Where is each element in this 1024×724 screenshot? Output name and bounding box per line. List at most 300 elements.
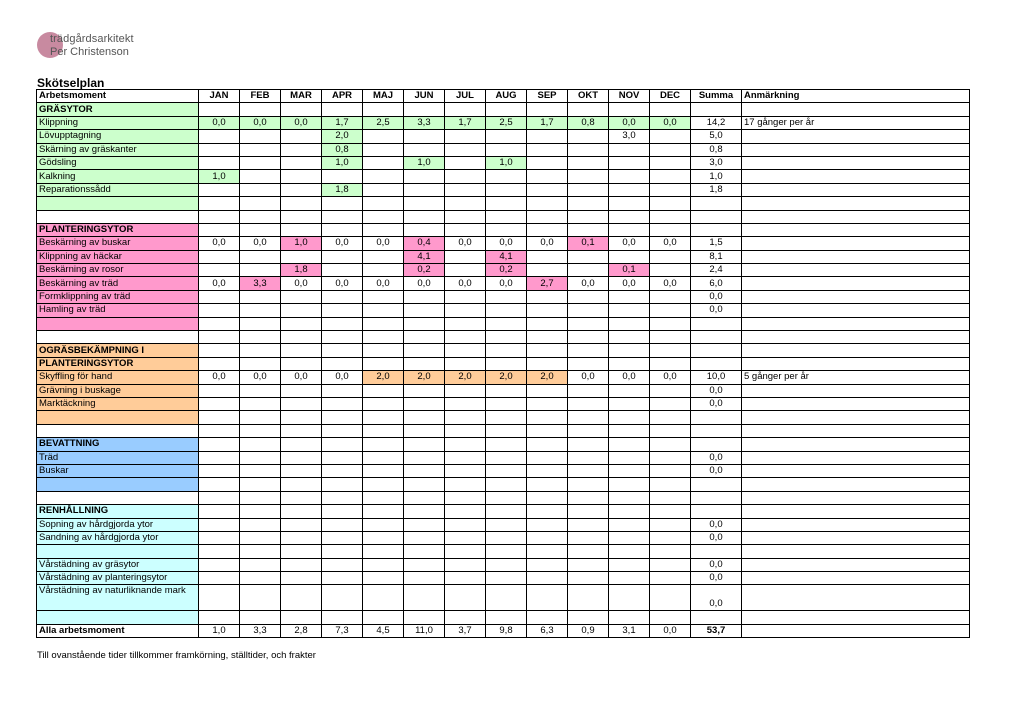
month-cell [445,411,486,424]
sum-cell [691,478,742,491]
month-cell [322,545,363,558]
table-row [37,478,970,491]
remark-cell [742,397,970,410]
task-label: Buskar [37,464,199,477]
month-cell [404,143,445,156]
month-cell [568,331,609,344]
month-cell [568,424,609,437]
section-row [37,438,970,451]
column-header: AUG [486,90,527,103]
table-row [37,237,970,250]
section-label: RENHÅLLNING [37,505,199,518]
table-row [37,397,970,410]
table-row [37,464,970,477]
month-cell [363,331,404,344]
month-cell [199,611,240,624]
month-cell [486,304,527,317]
month-cell [322,223,363,236]
month-cell [240,183,281,196]
month-cell [609,491,650,504]
month-cell [363,438,404,451]
remark-cell [742,505,970,518]
month-cell [445,478,486,491]
sum-cell: 8,1 [691,250,742,263]
remark-cell [742,103,970,116]
month-cell [404,558,445,571]
month-cell [281,505,322,518]
month-cell [609,170,650,183]
remark-cell [742,277,970,290]
month-cell [363,572,404,585]
month-cell [404,317,445,330]
task-label: Beskärning av träd [37,277,199,290]
month-cell [240,558,281,571]
month-cell [527,304,568,317]
month-cell: 0,1 [568,237,609,250]
month-cell [240,317,281,330]
remark-cell [742,170,970,183]
month-cell [650,264,691,277]
month-cell: 1,0 [404,156,445,169]
total-row [37,624,970,637]
month-cell [322,531,363,544]
table-row [37,424,970,437]
month-cell [322,170,363,183]
remark-cell [742,531,970,544]
month-cell [445,264,486,277]
month-cell [486,531,527,544]
month-cell [568,143,609,156]
header-row [37,90,970,103]
column-header: JUL [445,90,486,103]
sum-cell [691,210,742,223]
month-cell [445,424,486,437]
month-cell [281,384,322,397]
month-cell [445,558,486,571]
month-cell [445,331,486,344]
month-cell [240,518,281,531]
month-cell [199,264,240,277]
month-cell [609,558,650,571]
month-cell [527,545,568,558]
month-cell: 1,7 [527,116,568,129]
table-row [37,491,970,504]
month-cell [363,156,404,169]
remark-cell [742,464,970,477]
month-cell [445,250,486,263]
task-label [37,611,199,624]
month-cell [199,357,240,370]
month-cell [568,572,609,585]
month-cell [609,344,650,357]
month-cell: 6,3 [527,624,568,637]
month-cell [609,438,650,451]
month-cell [240,585,281,611]
month-cell [445,545,486,558]
month-cell [199,331,240,344]
month-cell [240,464,281,477]
task-label: Formklippning av träd [37,290,199,303]
month-cell [650,545,691,558]
section-row [37,357,970,370]
month-cell: 11,0 [404,624,445,637]
month-cell [363,357,404,370]
month-cell: 2,5 [363,116,404,129]
month-cell [281,210,322,223]
month-cell [322,491,363,504]
month-cell [199,344,240,357]
month-cell [527,424,568,437]
month-cell [527,611,568,624]
month-cell [322,264,363,277]
month-cell: 3,3 [404,116,445,129]
month-cell [281,317,322,330]
column-header: SEP [527,90,568,103]
month-cell [322,384,363,397]
month-cell [445,572,486,585]
month-cell: 0,0 [609,116,650,129]
month-cell [527,156,568,169]
month-cell [568,264,609,277]
month-cell [363,304,404,317]
month-cell [363,170,404,183]
month-cell [568,250,609,263]
month-cell [609,464,650,477]
month-cell [404,170,445,183]
month-cell [445,611,486,624]
month-cell [281,585,322,611]
month-cell [609,210,650,223]
month-cell [199,478,240,491]
sum-cell [691,491,742,504]
month-cell [281,397,322,410]
month-cell [281,478,322,491]
month-cell [568,384,609,397]
sum-cell: 0,0 [691,384,742,397]
month-cell [199,210,240,223]
month-cell [486,103,527,116]
month-cell [240,505,281,518]
sum-cell: 0,0 [691,531,742,544]
table-row [37,116,970,129]
month-cell [404,572,445,585]
task-label: Sandning av hårdgjorda ytor [37,531,199,544]
month-cell [363,464,404,477]
month-cell [609,290,650,303]
month-cell [486,411,527,424]
sum-cell [691,411,742,424]
month-cell: 0,0 [609,371,650,384]
table-row [37,277,970,290]
month-cell [527,491,568,504]
month-cell [363,384,404,397]
remark-cell [742,384,970,397]
task-label: Alla arbetsmoment [37,624,199,637]
month-cell [527,357,568,370]
sum-cell: 0,0 [691,464,742,477]
month-cell [322,357,363,370]
month-cell [322,210,363,223]
month-cell [527,344,568,357]
month-cell [486,331,527,344]
month-cell [404,183,445,196]
remark-cell [742,411,970,424]
month-cell [486,344,527,357]
remark-cell [742,424,970,437]
month-cell [404,331,445,344]
month-cell: 1,0 [486,156,527,169]
month-cell [486,585,527,611]
month-cell: 0,0 [281,277,322,290]
month-cell: 0,8 [322,143,363,156]
month-cell [609,143,650,156]
month-cell [650,197,691,210]
month-cell [486,424,527,437]
month-cell: 0,0 [199,277,240,290]
month-cell: 0,0 [240,371,281,384]
month-cell [363,250,404,263]
month-cell [363,290,404,303]
sum-cell: 0,8 [691,143,742,156]
month-cell [404,210,445,223]
month-cell [404,478,445,491]
column-header: MAR [281,90,322,103]
month-cell [199,424,240,437]
month-cell: 0,2 [486,264,527,277]
remark-cell [742,143,970,156]
table-row [37,585,970,611]
month-cell [404,424,445,437]
month-cell [609,572,650,585]
month-cell [650,397,691,410]
month-cell [281,491,322,504]
month-cell [322,424,363,437]
sum-cell: 0,0 [691,304,742,317]
month-cell [281,183,322,196]
task-label: Marktäckning [37,397,199,410]
month-cell [363,103,404,116]
month-cell [240,611,281,624]
sum-cell [691,197,742,210]
table-row [37,371,970,384]
month-cell: 3,1 [609,624,650,637]
month-cell: 2,0 [363,371,404,384]
task-label [37,545,199,558]
table-row [37,197,970,210]
month-cell: 3,0 [609,130,650,143]
remark-cell [742,250,970,263]
month-cell [609,451,650,464]
month-cell [404,464,445,477]
month-cell [404,611,445,624]
month-cell [527,438,568,451]
month-cell [363,317,404,330]
sum-cell [691,611,742,624]
month-cell [650,170,691,183]
sum-cell [691,424,742,437]
table-row [37,411,970,424]
month-cell [650,451,691,464]
month-cell [199,143,240,156]
column-header: Summa [691,90,742,103]
month-cell: 0,0 [568,371,609,384]
sum-cell: 10,0 [691,371,742,384]
section-label: BEVATTNING [37,438,199,451]
month-cell [650,103,691,116]
month-cell [486,397,527,410]
month-cell [363,223,404,236]
month-cell [568,304,609,317]
month-cell: 0,0 [445,237,486,250]
month-cell [568,357,609,370]
month-cell [404,505,445,518]
month-cell: 2,7 [527,277,568,290]
month-cell [240,197,281,210]
task-label [37,331,199,344]
month-cell: 0,8 [568,116,609,129]
table-row [37,518,970,531]
remark-cell [742,183,970,196]
month-cell [650,558,691,571]
sum-cell: 0,0 [691,397,742,410]
month-cell [281,411,322,424]
month-cell [199,585,240,611]
month-cell [568,464,609,477]
month-cell [363,197,404,210]
month-cell [281,290,322,303]
month-cell [281,558,322,571]
remark-cell [742,572,970,585]
month-cell [199,156,240,169]
month-cell [527,223,568,236]
month-cell [404,290,445,303]
month-cell [404,411,445,424]
month-cell [281,451,322,464]
task-label [37,197,199,210]
month-cell: 0,2 [404,264,445,277]
month-cell [568,545,609,558]
month-cell: 2,0 [322,130,363,143]
month-cell [650,572,691,585]
month-cell: 0,0 [527,237,568,250]
month-cell [281,103,322,116]
month-cell [609,478,650,491]
month-cell [609,424,650,437]
month-cell [199,451,240,464]
month-cell: 2,8 [281,624,322,637]
month-cell [281,464,322,477]
month-cell: 0,0 [240,116,281,129]
month-cell [404,103,445,116]
table-row [37,130,970,143]
month-cell [527,558,568,571]
month-cell: 0,0 [281,116,322,129]
month-cell [445,505,486,518]
month-cell [650,438,691,451]
month-cell [568,491,609,504]
month-cell [568,585,609,611]
month-cell: 2,0 [527,371,568,384]
month-cell [322,103,363,116]
remark-cell [742,130,970,143]
month-cell [445,357,486,370]
remark-cell [742,156,970,169]
month-cell [281,518,322,531]
month-cell: 0,0 [281,371,322,384]
month-cell [240,451,281,464]
month-cell [445,518,486,531]
remark-cell: 5 gånger per år [742,371,970,384]
month-cell [240,264,281,277]
sum-cell: 6,0 [691,277,742,290]
month-cell [609,397,650,410]
month-cell: 4,1 [486,250,527,263]
month-cell [650,505,691,518]
month-cell [568,156,609,169]
month-cell [322,478,363,491]
month-cell [445,384,486,397]
table-row [37,170,970,183]
month-cell [527,130,568,143]
task-label: Hamling av träd [37,304,199,317]
month-cell: 4,5 [363,624,404,637]
month-cell [199,464,240,477]
task-label [37,317,199,330]
table-row [37,290,970,303]
month-cell [240,424,281,437]
task-label [37,491,199,504]
month-cell: 0,0 [240,237,281,250]
remark-cell [742,611,970,624]
month-cell [486,545,527,558]
month-cell [486,478,527,491]
remark-cell [742,290,970,303]
month-cell [486,384,527,397]
sum-cell: 1,8 [691,183,742,196]
month-cell [445,210,486,223]
month-cell [568,505,609,518]
month-cell: 0,0 [650,116,691,129]
month-cell [527,290,568,303]
month-cell: 0,0 [650,277,691,290]
task-label: Kalkning [37,170,199,183]
task-label: Reparationssådd [37,183,199,196]
remark-cell [742,331,970,344]
table-row [37,545,970,558]
task-label: Skärning av gräskanter [37,143,199,156]
remark-cell [742,344,970,357]
month-cell [322,464,363,477]
month-cell [650,250,691,263]
month-cell [568,290,609,303]
month-cell [650,357,691,370]
month-cell [240,411,281,424]
month-cell [527,170,568,183]
table-row [37,250,970,263]
month-cell [527,411,568,424]
month-cell [609,531,650,544]
month-cell [527,197,568,210]
sum-cell [691,331,742,344]
remark-cell [742,264,970,277]
month-cell [199,491,240,504]
month-cell: 0,0 [486,277,527,290]
month-cell [281,531,322,544]
month-cell [322,290,363,303]
month-cell [527,317,568,330]
remark-cell [742,438,970,451]
month-cell [363,531,404,544]
